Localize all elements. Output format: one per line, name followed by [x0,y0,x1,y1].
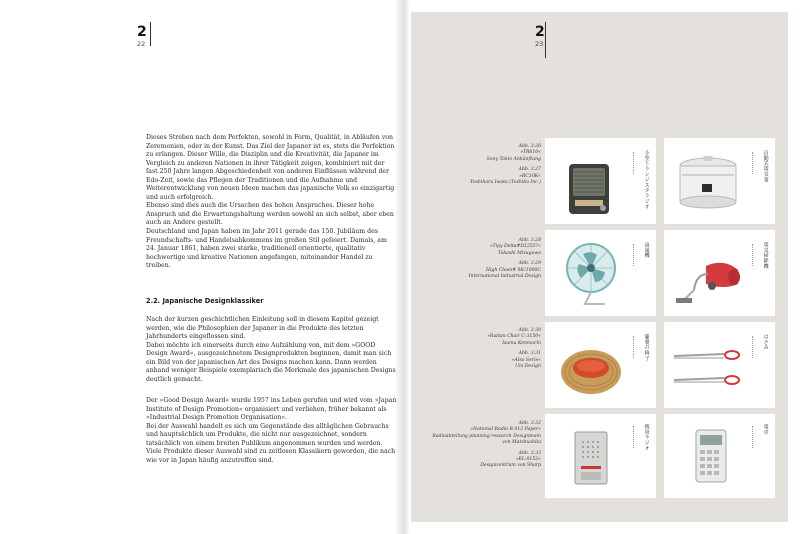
caption-line: Abb. 3.30 [518,328,541,333]
caption-line: »Tipy Delta#D1255?« [489,244,541,250]
caption-line: »Also Serie« [511,357,541,363]
caption-line: Sony Tokio Ankünftung [486,156,541,162]
caption-line: von Matshushita [502,440,541,446]
japanese-description: 電卓 [762,424,769,435]
japanese-description: 自動式電気釜 [762,150,769,183]
folio-rule [545,22,546,58]
product-card-vacuum [664,230,775,316]
paragraph: Dieses Streben nach dem Perfekten, sowohl in Form, Qualität, in Abläufen von Zeremonien, oder in der Kunst. Das Ziel der Japaner ist es, stets die Perfektion zu erlangen. Dieser Wille, die Disziplin und die Kreativität, die Japaner im Vergleich zu anderen Nationen in ihrer Tätigkeit zeigen, kombiniert mit der fast 250 Jahre langen Abgeschiedenheit von anderen Einflüssen während der Edo-Zeit, sowie das Pflegen der Traditionen und die Aufnahme und Weiterentwicklung von neuen Ideen machen das japanische Volk so einzigartig und auch erfolgreich. [146,134,395,201]
body-section-3 [146,397,398,465]
figure-caption [421,328,541,370]
japanese-description: 小型トランジスタラジオ [643,150,650,210]
text-rule [752,152,754,174]
right-page [411,12,788,522]
book-gutter [396,0,410,534]
electric-fan-image [555,238,627,310]
product-card-pocket-radio [545,414,656,498]
product-card-radio [545,138,656,224]
japanese-description: はさみ [762,334,769,351]
caption-line: Uni Design [515,364,541,370]
paragraph: Ebenso sind dies auch die Ursachen des hohen Anspruches. Dieser hohe Anspruch und die Erwartungshaltung werden sowohl an sich selbst, aber eben auch an Andere gestellt. [146,202,394,227]
caption-line: Abb. 3.26 [518,144,541,149]
caption-line: Yoshiharu Iwata (Toshiba Inc.) [470,180,541,186]
caption-line: Abb. 3.28 [518,238,541,243]
figure-caption [421,144,541,186]
body-section-2 [146,316,398,384]
paragraph: Dabei möchte ich einerseits durch eine Aufzählung von, mit dem »GOOD Design Award«, ausgezeichnetem Designprodukten beginnen, damit man sich ein Bild von der japanischen Art des Designs machen kann. Dann werden anhand weniger Beispiele exemplarisch die Merkmale des japanischen Designs deutlich gemacht. [146,341,396,383]
chapter-number: 2 [137,24,147,40]
text-rule [633,336,635,358]
caption-line: Designzentrum von Sharp [480,463,541,469]
caption-line: »TR610« [520,150,541,156]
caption-line: International Industrial Design [468,274,541,280]
figure-caption [421,238,541,280]
pocket-radio-image [567,428,615,490]
section-heading: 2.2. Japanische Designklassiker [146,297,264,305]
caption-line: »EL-8152« [515,457,541,463]
caption-line: Abb. 3.31 [518,351,541,357]
japanese-description: 扇風機 [643,242,650,259]
caption-line: Radioabteilung planning-research Designteam [432,433,541,439]
page-number: 23 [535,40,544,48]
product-card-chair [545,322,656,408]
scissors-image [668,336,748,400]
page-number: 22 [137,40,146,48]
japanese-description: 携帯ラジオ [643,424,650,451]
product-card-calculator [664,414,775,498]
body-section-1 [146,134,398,271]
paragraph: Nach der kurzen geschichtlichen Einleitung soll in diesem Kapitel gezeigt werden, wie die Philosophien der Japaner in die Produkte des letzten Jahrhunderts eingeflossen sind. [146,316,379,341]
text-rule [752,336,754,358]
caption-line: Abb. 3.27 [518,167,541,173]
text-rule [752,244,754,266]
caption-line: Abb. 3.29 [518,261,541,267]
rice-cooker-image [670,150,746,216]
caption-line: »RC10K« [519,173,541,179]
calculator-image [688,426,740,490]
text-rule [752,426,754,448]
text-rule [633,426,635,448]
caption-line: »Rattan Chair C-3150« [487,334,541,340]
caption-line: High Clean# MC1000C [486,267,541,273]
paragraph: Deutschland und Japan haben im Jahr 2011 gerade das 150. Jubiläum des Freundschafts- und Handelsabkommens im großen Stil gefeiert. Damals, am 24. Januar 1861, haben zwei starke, traditionell orientierte, qualitativ hochwertige und kreative Nationen angefangen, miteinander Handel zu treiben. [146,228,387,270]
paragraph: Bei der Auswahl handelt es sich um Gegenstände des alltäglichen Gebrauchs und hauptsächlich um Produkte, die nicht nur ausgezeichnet, sondern tatsächlich von einem breiten Publikum angenommen wurden und werden. Viele Produkte dieser Auswahl sind zu zeitlosen Klassikern geworden, die nach wie vor in Japan häufig anzutreffen sind. [146,422,396,464]
caption-line: »National Radio R-012 Paper« [470,427,541,433]
figure-caption [421,421,541,470]
caption-line: Isamu Kenmochi [502,340,541,346]
chapter-number: 2 [535,24,545,40]
caption-line: Abb. 3.32 [518,421,541,426]
caption-line: Abb. 3.33 [518,450,541,456]
rattan-chair-image [553,338,629,400]
product-card-rice-cooker [664,138,775,224]
text-rule [633,152,635,174]
text-rule [633,244,635,266]
caption-line: Takashi Mizugawa [497,250,541,256]
product-card-scissors [664,322,775,408]
japanese-description: 籐製の椅子 [643,334,650,361]
transistor-radio-image [559,156,621,218]
vacuum-cleaner-image [672,244,748,308]
paragraph: Der »Good Design Award« wurde 1957 ins Leben gerufen und wird vom »Japan Institute of Design Promotion« organisiert und verliehen, früher bekannt als »Industrial Design Promotion Organisation«. [146,397,397,422]
folio-rule [150,22,151,46]
product-card-fan [545,230,656,316]
japanese-description: 電気掃除機 [762,242,769,269]
